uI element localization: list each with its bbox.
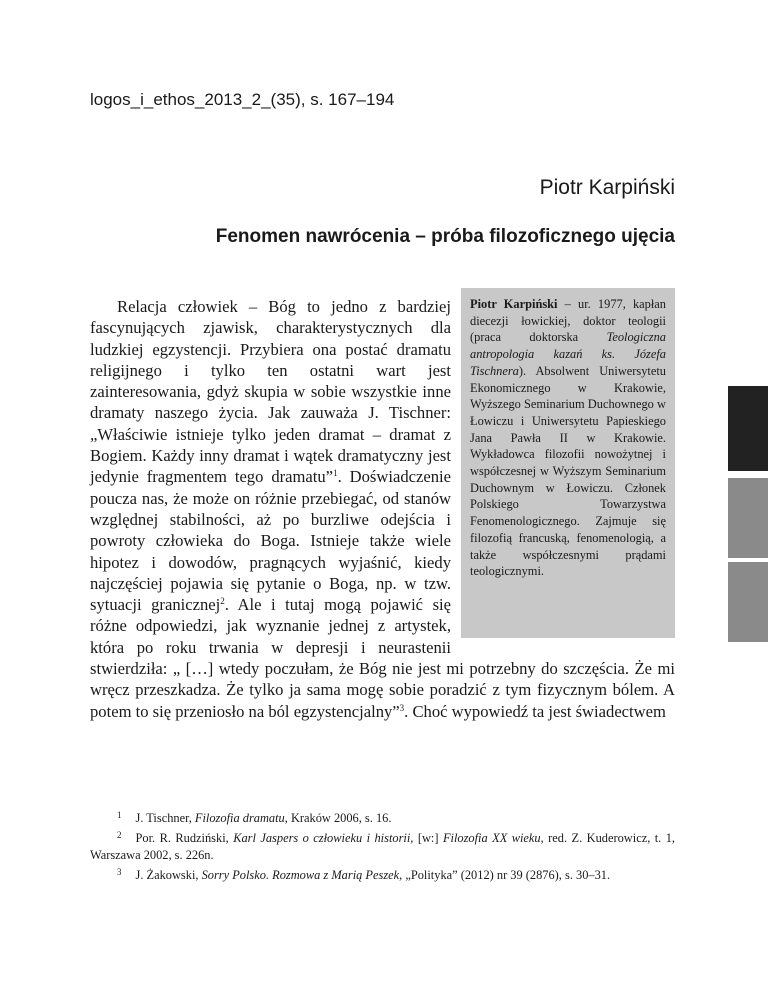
article-title: Fenomen nawrócenia – próba filozoficznego ujęcia [215,226,675,247]
footnote-number: 2 [117,830,122,840]
footnote-ref-3[interactable]: 3 [399,702,405,713]
footnote-text: J. Żakowski, [135,868,202,882]
author-bio [470,296,666,580]
body-text-1: Relacja człowiek – Bóg to jedno z bardziej fascynujących zjawisk, charakterystycznych dla ludzkiej egzystencji. Przybiera ona postać dramatu religijnego i tylko ten ostatni wart jest zainteresowania, gdyż skupia w sobie wszystkie inne dramaty naszego życia. Jak zauważa J. Tischner: „Właściwie istnieje tylko jeden dramat – dramat z Bogiem. Każdy inny dramat i wątek dramatyczny jest jedynie fragmentem tego dramatu” [90,297,451,487]
bio-work-title: Teologiczna antropologia kazań ks. Józefa Tischnera [470,330,666,378]
footnote-work-title: Sorry Polsko. Rozmowa z Marią Peszek [201,868,400,882]
footnote-ref-2[interactable]: 2 [220,596,225,607]
journal-citation: logos_i_ethos_2013_2_(35), s. 167–194 [90,90,395,109]
section-tab-marker [728,478,768,558]
footnote-text: Por. R. Rudziński, [135,831,234,845]
footnote [90,864,675,884]
footnote-text: , „Polityka” (2012) nr 39 (2876), s. 30–31. [399,868,611,882]
footnote-work-title: Filozofia XX wieku [442,831,541,845]
footnote-ref-1[interactable]: 1 [333,468,338,479]
footnote [90,827,675,864]
footnote-work-title: Filozofia dramatu [194,811,285,825]
article-body [90,296,675,722]
section-tab-marker [728,562,768,642]
footnote-work-title: Karl Jaspers o człowieku i historii [233,831,411,845]
section-tab-marker-dark [728,386,768,471]
bio-name: Piotr Karpiński [470,297,558,311]
bio-text-2: ). Absolwent Uniwersytetu Ekonomicznego w Krakowie, Wyższego Seminarium Duchownego w Łowiczu i Uniwersytetu Papieskiego Jana Pawła II w Krakowie. Wykładowca filozofii nowożytnej i współczesnej w Wyższym Seminarium Duchownym w Łowiczu. Członek Polskiego Towarzystwa Fenomenologicznego. Zajmuje się filozofią francuską, fenomenologią, a także współczesnymi prądami teologicznymi. [470,363,666,579]
footnote-number: 3 [117,867,122,877]
body-text-4: . Choć wypowiedź ta jest świadectwem [404,701,666,721]
footnote-number: 1 [117,810,122,820]
footnote-text: , Kraków 2006, s. 16. [284,811,392,825]
bio-text-1: – ur. 1977, kapłan diecezji łowickiej, doktor teologii (praca doktorska [470,297,667,345]
article-author: Piotr Karpiński [539,176,675,199]
footnote [90,807,675,827]
footnotes [90,807,675,884]
footnote-text: , [w:] [410,831,443,845]
footnote-text: , red. Z. Kuderowicz, t. 1, Warszawa 2002, s. 226n. [90,831,676,862]
body-text-2: . Doświadczenie poucza nas, że może on różnie przebiegać, od stanów względnej stabilności, aż po burzliwe odejścia i powroty człowieka do Boga. Istnieje także wiele hipotez i dowodów, pragnących wyjaśnić, kiedy najczęściej pojawia się pytanie o Boga, np. w tzw. sytuacji granicznej [90,467,451,615]
author-bio-box [461,288,675,638]
footnote-text: J. Tischner, [135,811,195,825]
body-text-3: . Ale i tutaj mogą pojawić się różne odpowiedzi, jak wyznanie jednej z artystek, która po roku trwania w depresji i neurastenii stwierdziła: „ […] wtedy poczułam, że Bóg nie jest mi potrzebny do szczęścia. Że mi wręcz przeszkadza. Że tylko ja sama mogę sobie poradzić z tym fizycznym bólem. A potem to się przeniosło na ból egzystencjalny” [90,595,675,721]
